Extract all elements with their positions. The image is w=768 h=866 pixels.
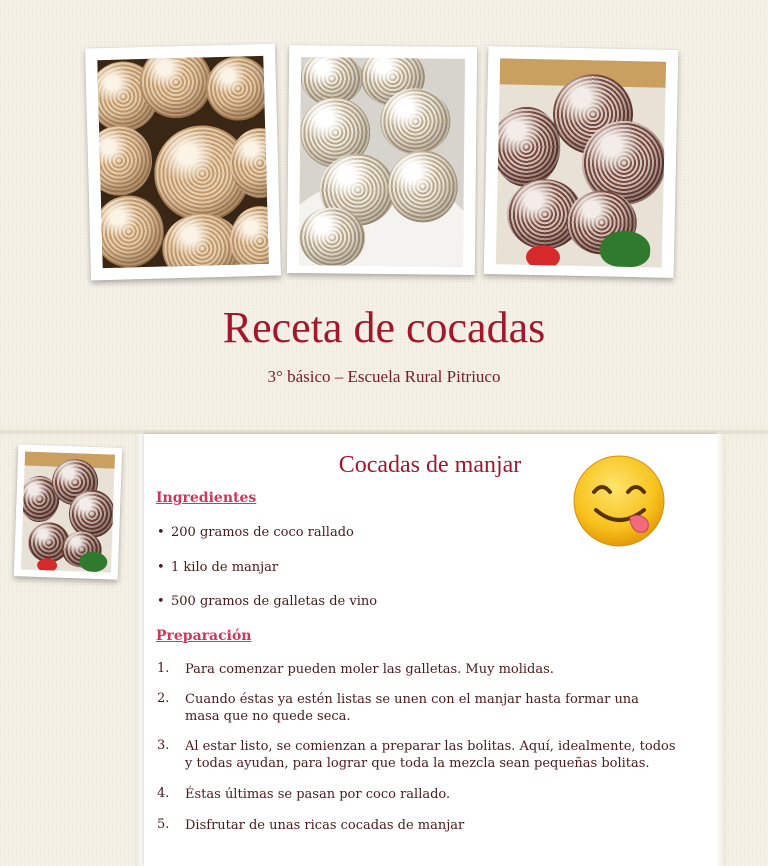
step-text: Para comenzar pueden moler las galletas. Muy molidas.: [185, 662, 554, 677]
photo-cocadas-3: [484, 46, 679, 278]
ingredients-heading: Ingredientes: [156, 490, 257, 506]
photo-cocadas-1: [85, 44, 281, 281]
ingredient-text: 500 gramos de galletas de vino: [171, 594, 378, 609]
bullet-icon: •: [157, 560, 165, 575]
page-subtitle: 3° básico – Escuela Rural Pitriuco: [267, 367, 501, 386]
ingredient-item: [157, 525, 354, 540]
step-item: [157, 661, 677, 678]
photo-cocadas-2: [287, 45, 477, 275]
step-text: Al estar listo, se comienzan a preparar las bolitas. Aquí, idealmente, todos y todas ayudan, para lograr que toda la mezcla sean pequeñas bolitas.: [185, 739, 676, 771]
step-text: Disfrutar de unas ricas cocadas de manjar: [185, 818, 465, 833]
card-edge-right: [716, 434, 726, 866]
page-title: Receta de cocadas: [222, 303, 546, 352]
ingredient-text: 1 kilo de manjar: [171, 560, 279, 575]
step-item: [157, 786, 677, 803]
step-number: 2.: [157, 691, 170, 706]
card-edge-left: [135, 434, 144, 866]
ingredient-item: [157, 594, 377, 609]
step-number: 4.: [157, 786, 170, 801]
step-text: Cuando éstas ya estén listas se unen con el manjar hasta formar una masa que no quede seca.: [185, 692, 639, 724]
step-item: [157, 691, 677, 725]
step-number: 5.: [157, 817, 170, 832]
step-item: [157, 817, 677, 834]
step-number: 1.: [157, 661, 170, 676]
yummy-face-icon: [572, 454, 666, 548]
ingredient-text: 200 gramos de coco rallado: [171, 525, 354, 540]
step-number: 3.: [157, 738, 170, 753]
title-slide: [0, 0, 768, 430]
bullet-icon: •: [157, 525, 165, 540]
preparation-heading: Preparación: [156, 628, 252, 644]
recipe-title: Cocadas de manjar: [338, 452, 522, 478]
photo-cocadas-thumbnail: [14, 444, 123, 580]
step-item: [157, 738, 677, 772]
step-text: Éstas últimas se pasan por coco rallado.: [185, 787, 451, 802]
recipe-slide: [0, 434, 768, 866]
ingredient-item: [157, 560, 278, 575]
bullet-icon: •: [157, 594, 165, 609]
